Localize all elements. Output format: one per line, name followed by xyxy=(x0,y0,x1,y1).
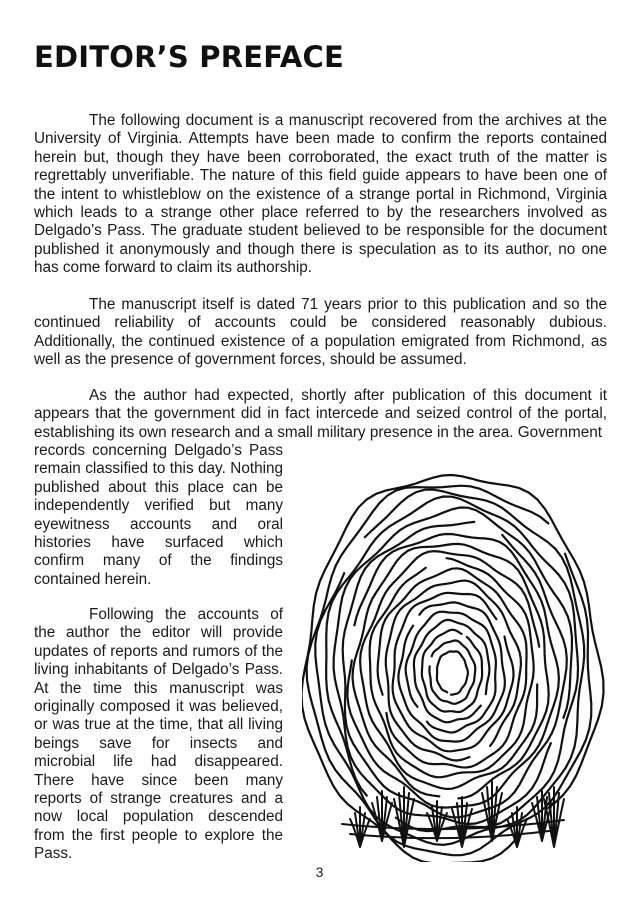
fingerprint-portal-illustration xyxy=(302,452,614,862)
fingerprint-ring xyxy=(437,651,468,694)
page-title: EDITOR’S PREFACE xyxy=(34,40,345,74)
page-number: 3 xyxy=(315,864,324,880)
paragraph-manuscript-date: The manuscript itself is dated 71 years prior to this publication and so the continued reliability of accounts could be considered reasonably dubious. Additionally, the continued existence of a population emigrated from Richmond, as well as the presence of government forces, should be assumed. xyxy=(34,296,607,369)
paragraph-intro: The following document is a manuscript recovered from the archives at the University of Virginia. Attempts have been made to confirm the reports contained herein but, though they have been corroborated, the exact truth of the matter is regrettably unverifiable. The nature of this field guide appears to have been one of the intent to whistleblow on the existence of a strange portal in Richmond, Virginia which leads to a strange other place referred to by the researchers involved as Delgado’s Pass. The graduate student believed to be responsible for the document published it anonymously and though there is speculation as to its author, no one has come forward to claim its authorship. xyxy=(34,112,607,277)
grass-tuft xyxy=(507,807,527,847)
grass-tuft xyxy=(372,791,392,841)
paragraph-editor-updates: Following the accounts of the author the editor will provide updates of reports and rumors of the living inhabitants of Delgado’s Pass. At the time this manuscript was originally composed it was believed, or was true at the time, that all living beings save for insects and microbial life had disappeared. There have since been many reports of strange creatures and a now local population descended from the first people to explore the Pass. xyxy=(34,606,283,863)
paragraph-government-continued: records concerning Delgado’s Pass remain classified to this day. Nothing published about this place can be independently verified but many eyewitness accounts and oral histories have surfaced which confirm many of the findings contained herein. xyxy=(34,442,283,588)
grass-tuft xyxy=(350,807,370,847)
fingerprint-ring xyxy=(326,497,578,832)
ground-line xyxy=(342,820,564,838)
paragraph-government: As the author had expected, shortly after publication of this document it appears that the government did in fact intercede and seized control of the portal, establishing its own research and a small military presence in the area. Government xyxy=(34,387,607,441)
fingerprint-ring xyxy=(414,620,490,722)
